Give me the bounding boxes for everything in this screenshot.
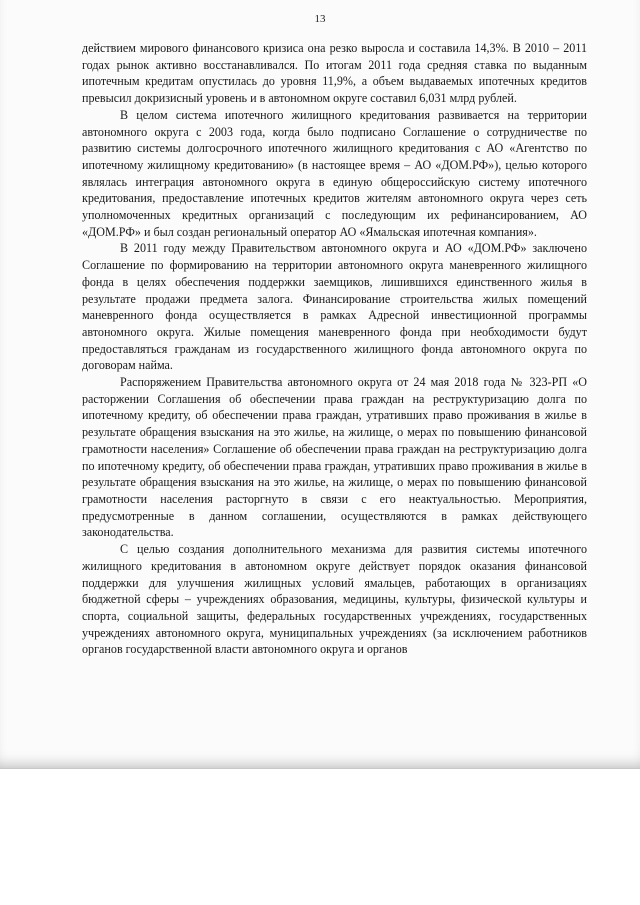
paragraph-3: В 2011 году между Правительством автономного округа и АО «ДОМ.РФ» заключено Соглашение по формированию на территории автономного округа маневренного жилищного фонда в целях обеспечения поддержки заемщиков, лишившихся единственного жилья в результате продажи предмета залога. Финансирование строительства жилых помещений маневренного фонда осуществляется в рамках Адресной инвестиционной программы автономного округа. Жилые помещения маневренного фонда при необходимости будут предоставляться гражданам из государственного жилищного фонда автономного округа по договорам найма. [82, 241, 587, 373]
page-number: 13 [314, 13, 326, 25]
document-body [82, 40, 587, 658]
paragraph-4: Распоряжением Правительства автономного округа от 24 мая 2018 года № 323-РП «О расторжении Соглашения об обеспечении права граждан на реструктуризацию долга по ипотечному кредиту, об обеспечении права граждан, утративших право проживания в жилье в результате обращения взыскания на это жилье, на жилище, о мерах по повышению финансовой грамотности населения» Соглашение об обеспечении права граждан на реструктуризацию долга по ипотечному кредиту, об обеспечении права граждан, утративших право проживания в жилье в результате обращения взыскания на это жилье, на жилище, о мерах по повышению финансовой грамотности населения расторгнуто в связи с его неактуальностью. Мероприятия, предусмотренные в данном соглашении, осуществляются в рамках действующего законодательства. [82, 375, 587, 540]
paragraph-5: С целью создания дополнительного механизма для развития системы ипотечного жилищного кредитования в автономном округе действует порядок оказания финансовой поддержки для улучшения жилищных условий ямальцев, работающих в организациях бюджетной сферы – учреждениях образования, медицины, культуры, физической культуры и спорта, социальной защиты, федеральных государственных учреждениях, государственных учреждениях автономного округа, муниципальных учреждениях (за исключением работников органов государственной власти автономного округа и органов [82, 542, 587, 657]
paragraph-2: В целом система ипотечного жилищного кредитования развивается на территории автономного округа с 2003 года, когда было подписано Соглашение о сотрудничестве по развитию системы долгосрочного ипотечного жилищного кредитования с АО «Агентство по ипотечному жилищному кредитованию» (в настоящее время – АО «ДОМ.РФ»), целью которого являлась интеграция автономного округа в единую общероссийскую систему ипотечного кредитования, предоставление ипотечных кредитов жителям автономного округа через сеть уполномоченных кредитных организаций с последующим их рефинансированием, АО «ДОМ.РФ» и был создан региональный оператор АО «Ямальская ипотечная компания». [82, 107, 587, 239]
paragraph-1: действием мирового финансового кризиса она резко выросла и составила 14,3%. В 2010 – 2011 годах рынок активно восстанавливался. По итогам 2011 года средняя ставка по выданным ипотечным кредитам опустилась до уровня 11,9%, а объем выдаваемых ипотечных кредитов превысил докризисный уровень и в автономном округе составил 6,031 млрд рублей. [82, 41, 587, 106]
